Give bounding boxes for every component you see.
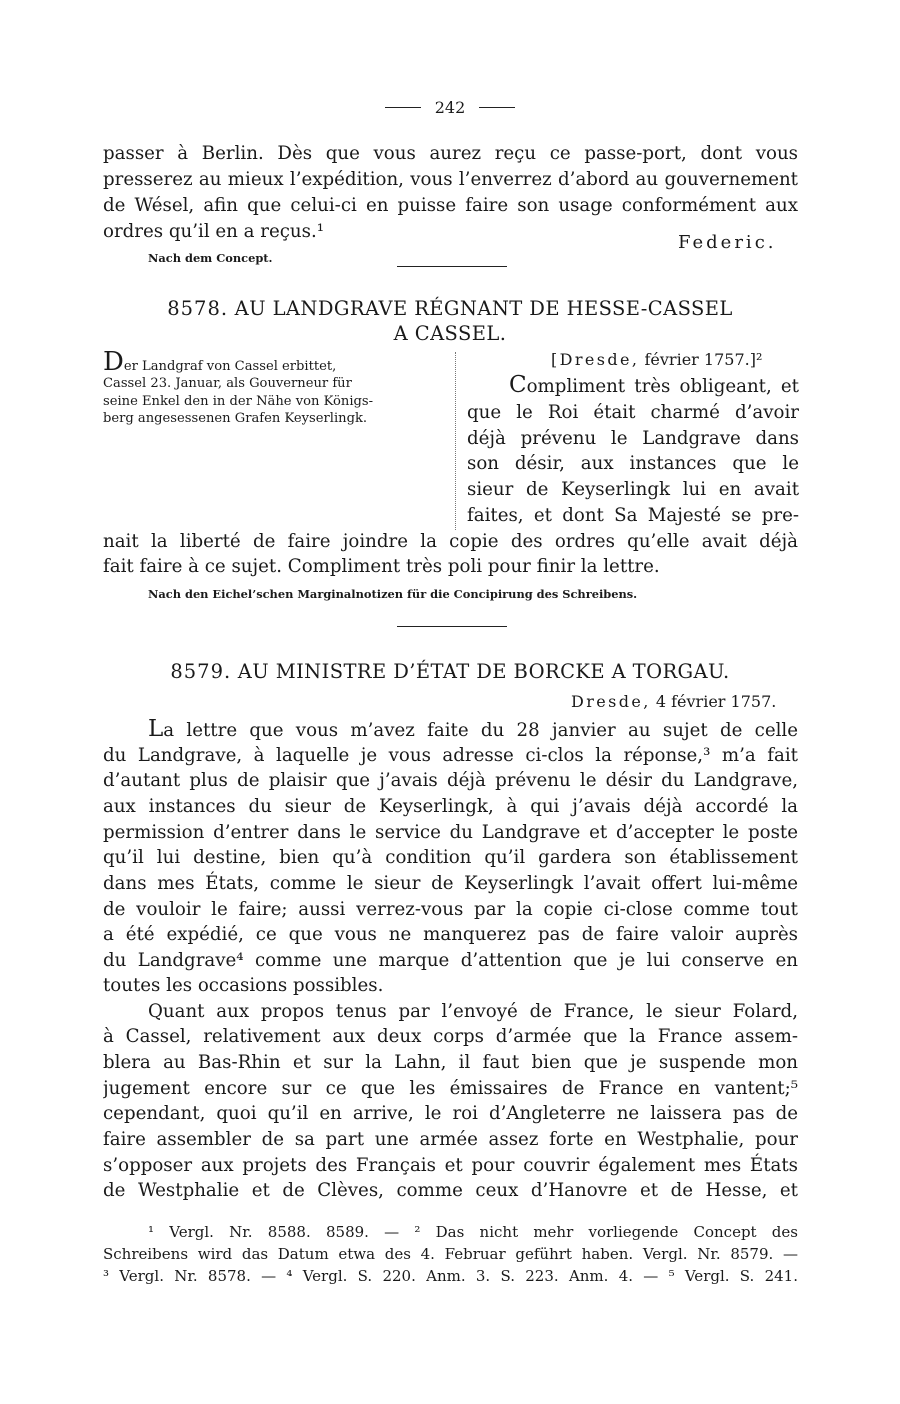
letter-heading-8579 [0, 659, 900, 684]
summary-line: seine Enkel den in der Nähe von Königs- [103, 393, 374, 409]
summary-column [103, 347, 448, 428]
summary-line: Cassel 23. Januar, als Gouverneur für [103, 376, 352, 392]
letter-title: AU MINISTRE D’ÉTAT DE BORCKE A TORGAU. [237, 660, 730, 683]
text-line: cependant, quoi qu’il en arrive, le roi d’Angleterre ne laissera pas de [103, 1103, 798, 1124]
date-rest: 4 février 1757. [655, 692, 777, 711]
letter-title: AU LANDGRAVE RÉGNANT DE HESSE-CASSEL [234, 297, 733, 320]
text-line: aux instances du sieur de Keyserlingk, à qui j’avais déjà accordé la [103, 796, 798, 817]
text-line: passer à Berlin. Dès que vous aurez reçu ce passe-port, dont vous [103, 143, 798, 164]
date-line-8578 [551, 350, 762, 370]
paragraph-initial: L [148, 717, 164, 742]
text-line: sieur de Keyserlingk lui en avait [467, 479, 799, 500]
text-line: ordres qu’il en a reçus.¹ [103, 221, 325, 242]
text-line: fait faire à ce sujet. Compliment très poli pour finir la lettre. [103, 556, 660, 577]
text-line: que le Roi était charmé d’avoir [467, 402, 799, 423]
text-line: Quant aux propos tenus par l’envoyé de France, le sieur Folard, [148, 1001, 798, 1022]
text-line: à Cassel, relativement aux deux corps d’armée que la France assem- [103, 1026, 798, 1047]
text-line: du Landgrave, à laquelle je vous adresse ci-clos la réponse,³ m’a fait [103, 745, 798, 766]
text-line: a été expédié, ce que vous ne manquerez pas de faire valoir auprès [103, 924, 798, 945]
source-note: Nach dem Concept. [148, 251, 273, 265]
footnote-line: ¹ Vergl. Nr. 8588. 8589. — ² Das nicht mehr vorliegende Concept des [148, 1223, 798, 1241]
letter-heading-8578 [0, 296, 900, 321]
summary-line: berg angesessenen Grafen Keyserlingk. [103, 411, 368, 427]
footnote-line: Schreibens wird das Datum etwa des 4. Februar geführt haben. Vergl. Nr. 8579. — [103, 1245, 798, 1263]
text-line: d’autant plus de plaisir que j’avais déjà prévenu le désir du Landgrave, [103, 770, 798, 791]
section-divider [397, 626, 507, 627]
text-line: jugement encore sur ce que les émissaires de France en vantent;⁵ [103, 1078, 798, 1099]
text-line: presserez au mieux l’expédition, vous l’enverrez d’abord au gouvernement [103, 169, 798, 190]
text-line: nait la liberté de faire joindre la copie des ordres qu’elle avait déjà [103, 531, 798, 552]
text-line: qu’il lui destine, bien qu’à condition qu’il gardera son établissement [103, 847, 798, 868]
text-line: dans mes États, comme le sieur de Keyserlingk l’avait offert lui-même [103, 873, 798, 894]
column-divider [455, 352, 456, 530]
text-line: de Wésel, afin que celui-ci en puisse faire son usage conformément aux [103, 195, 798, 216]
date-place: [Dresde, [551, 350, 640, 369]
letter-number: 8579. [170, 660, 232, 683]
signature: Federic. [678, 232, 777, 253]
text-line: faire assembler de sa part une armée assez forte en Westphalie, pour [103, 1129, 798, 1150]
paragraph-initial: C [509, 373, 527, 398]
text-line: blera au Bas-Rhin et sur la Lahn, il faut bien que je suspende mon [103, 1052, 798, 1073]
page-header [0, 98, 900, 117]
text-line: Compliment très obligeant, et [509, 373, 799, 398]
header-rule-right [479, 107, 515, 108]
footnote-line: ³ Vergl. Nr. 8578. — ⁴ Vergl. S. 220. Anm. 3. S. 223. Anm. 4. — ⁵ Vergl. S. 241. [103, 1267, 798, 1285]
page-number: 242 [434, 98, 466, 117]
header-rule-left [385, 107, 421, 108]
text-line: faites, et dont Sa Majesté se pre- [467, 505, 799, 526]
letter-title-line-2: A CASSEL. [393, 322, 507, 345]
date-rest: février 1757.]² [644, 350, 763, 369]
date-line-8579 [571, 692, 776, 712]
text-line: déjà prévenu le Landgrave dans [467, 428, 799, 449]
summary-initial: D [103, 347, 124, 377]
date-place: Dresde, [571, 692, 651, 711]
summary-line: Der Landgraf von Cassel erbittet, [103, 347, 337, 377]
text-line: La lettre que vous m’avez faite du 28 janvier au sujet de celle [148, 717, 798, 742]
text-line: de vouloir le faire; aussi verrez-vous par la copie ci-close comme tout [103, 899, 798, 920]
text-line: de Westphalie et de Clèves, comme ceux d’Hanovre et de Hesse, et [103, 1180, 798, 1201]
text-line: du Landgrave⁴ comme une marque d’attention que je lui conserve en [103, 950, 798, 971]
letter-number: 8578. [167, 297, 229, 320]
text-line: son désir, aux instances que le [467, 453, 799, 474]
text-line: s’opposer aux projets des Français et pour couvrir également mes États [103, 1155, 798, 1176]
text-line: permission d’entrer dans le service du Landgrave et d’accepter le poste [103, 822, 798, 843]
section-divider [397, 266, 507, 267]
text-line: toutes les occasions possibles. [103, 975, 384, 996]
source-note: Nach den Eichel’schen Marginalnotizen für die Concipirung des Schreibens. [148, 587, 638, 601]
